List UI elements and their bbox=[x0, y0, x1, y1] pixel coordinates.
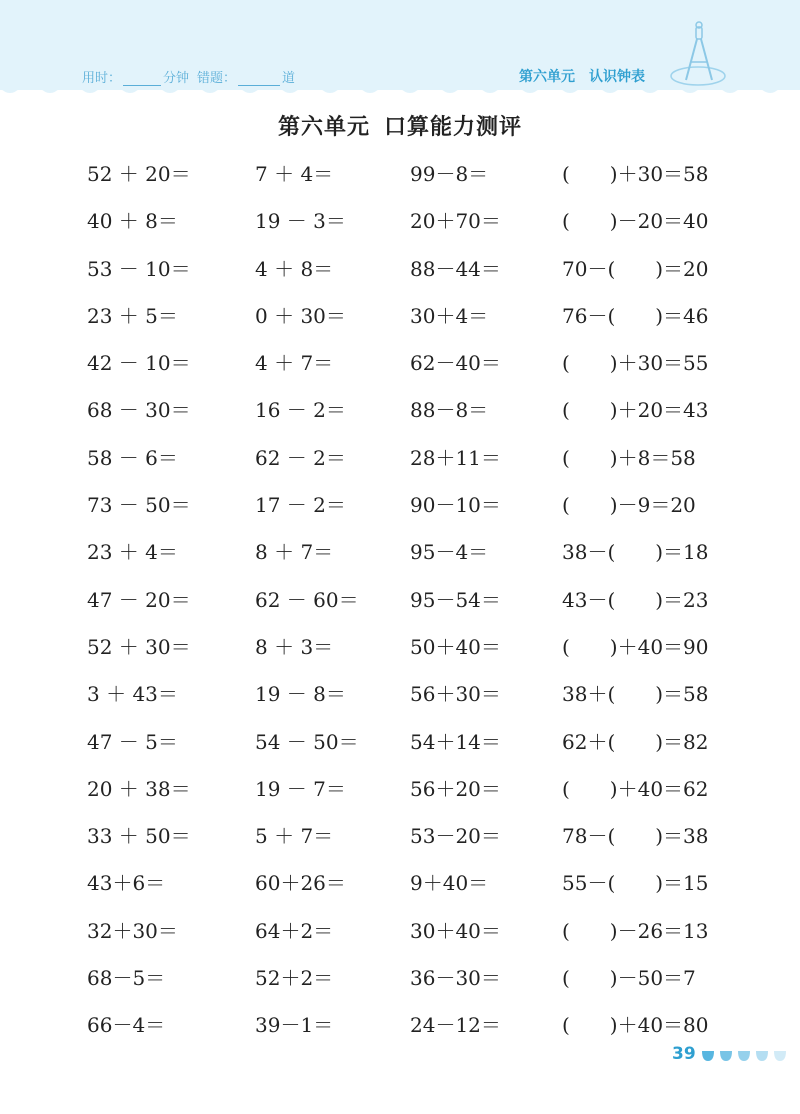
problem-grid bbox=[0, 150, 800, 1049]
problem-item: ( )＋8＝58 bbox=[562, 445, 696, 470]
question-unit-label: 道 bbox=[282, 71, 296, 86]
problem-item: 99－8＝ bbox=[410, 162, 489, 186]
problem-row bbox=[0, 765, 800, 812]
problem-item: ( )＋30＝55 bbox=[562, 351, 709, 376]
problem-item: 88－8＝ bbox=[410, 398, 489, 423]
problem-item: 5 ＋ 7＝ bbox=[255, 824, 334, 849]
problem-row bbox=[0, 718, 800, 765]
problem-item: 4 ＋ 8＝ bbox=[255, 256, 334, 281]
problem-item: 30＋4＝ bbox=[410, 303, 489, 328]
problem-row bbox=[0, 1001, 800, 1048]
problem-item: 17 － 2＝ bbox=[255, 493, 346, 518]
problem-item: 32＋30＝ bbox=[87, 918, 178, 943]
problem-item: 16 － 2＝ bbox=[255, 398, 346, 423]
problem-item: ( )＋20＝43 bbox=[562, 398, 709, 423]
problem-item: ( )－20＝40 bbox=[562, 209, 709, 234]
problem-item: 52 ＋ 20＝ bbox=[87, 162, 191, 186]
problem-item: 24－12＝ bbox=[410, 1013, 501, 1038]
problem-item: 58 － 6＝ bbox=[87, 445, 178, 470]
problem-item: 55－( )＝15 bbox=[562, 871, 709, 896]
problem-item: 90－10＝ bbox=[410, 493, 501, 518]
compass-icon bbox=[668, 18, 728, 90]
problem-item: 0 ＋ 30＝ bbox=[255, 303, 346, 328]
problem-item: 7 ＋ 4＝ bbox=[255, 162, 334, 186]
time-label: 用时： bbox=[82, 71, 122, 86]
errors-blank[interactable] bbox=[238, 71, 280, 86]
problem-row bbox=[0, 859, 800, 906]
problem-item: 52 ＋ 30＝ bbox=[87, 634, 191, 659]
problem-item: 19 － 8＝ bbox=[255, 682, 346, 707]
problem-item: ( )－26＝13 bbox=[562, 918, 709, 943]
problem-item: 62 － 2＝ bbox=[255, 445, 346, 470]
problem-row bbox=[0, 150, 800, 197]
problem-row bbox=[0, 623, 800, 670]
problem-item: 20＋70＝ bbox=[410, 209, 501, 234]
problem-item: 60＋26＝ bbox=[255, 871, 346, 896]
problem-item: 43－( )＝23 bbox=[562, 587, 709, 612]
problem-item: 30＋40＝ bbox=[410, 918, 501, 943]
problem-item: 53－20＝ bbox=[410, 824, 501, 849]
problem-item: 56＋20＝ bbox=[410, 776, 501, 801]
problem-item: ( )－9＝20 bbox=[562, 493, 696, 518]
drop-decoration-icon bbox=[700, 1048, 795, 1064]
unit-label bbox=[519, 66, 645, 86]
problem-item: 78－( )＝38 bbox=[562, 824, 709, 849]
problem-item: 33 ＋ 50＝ bbox=[87, 824, 191, 849]
problem-item: ( )＋40＝90 bbox=[562, 634, 709, 659]
problem-item: 68－5＝ bbox=[87, 966, 166, 991]
problem-item: 66－4＝ bbox=[87, 1013, 166, 1038]
page-number: 39 bbox=[672, 1044, 696, 1064]
time-and-errors-line bbox=[82, 67, 295, 86]
problem-item: 38＋( )＝58 bbox=[562, 682, 709, 707]
problem-row bbox=[0, 434, 800, 481]
problem-item: 42 － 10＝ bbox=[87, 351, 191, 376]
problem-row bbox=[0, 907, 800, 954]
unit-name: 第六单元 bbox=[519, 69, 575, 85]
problem-row bbox=[0, 576, 800, 623]
problem-item: 62－40＝ bbox=[410, 351, 501, 376]
problem-item: ( )＋40＝62 bbox=[562, 776, 709, 801]
problem-row bbox=[0, 339, 800, 386]
problem-item: 62＋( )＝82 bbox=[562, 729, 709, 754]
problem-item: 39－1＝ bbox=[255, 1013, 334, 1038]
problem-item: 52＋2＝ bbox=[255, 966, 334, 991]
problem-row bbox=[0, 386, 800, 433]
problem-item: 68 － 30＝ bbox=[87, 398, 191, 423]
problem-item: 23 ＋ 4＝ bbox=[87, 540, 178, 565]
problem-row bbox=[0, 481, 800, 528]
problem-item: 19 － 3＝ bbox=[255, 209, 346, 234]
problem-item: 19 － 7＝ bbox=[255, 776, 346, 801]
problem-item: 38－( )＝18 bbox=[562, 540, 709, 565]
problem-row bbox=[0, 197, 800, 244]
problem-item: 9＋40＝ bbox=[410, 871, 489, 896]
problem-item: 76－( )＝46 bbox=[562, 303, 709, 328]
problem-item: 47 － 5＝ bbox=[87, 729, 178, 754]
page-title bbox=[0, 110, 800, 141]
problem-item: 36－30＝ bbox=[410, 966, 501, 991]
problem-item: 3 ＋ 43＝ bbox=[87, 682, 178, 707]
problem-item: 50＋40＝ bbox=[410, 634, 501, 659]
problem-item: 62 － 60＝ bbox=[255, 587, 359, 612]
problem-item: 8 ＋ 3＝ bbox=[255, 634, 334, 659]
time-blank[interactable] bbox=[123, 71, 161, 86]
problem-item: 8 ＋ 7＝ bbox=[255, 540, 334, 565]
problem-item: ( )－50＝7 bbox=[562, 966, 696, 991]
problem-item: 28＋11＝ bbox=[410, 445, 501, 470]
problem-item: 53 － 10＝ bbox=[87, 256, 191, 281]
page-title-name: 口算能力测评 bbox=[384, 115, 523, 140]
problem-item: 40 ＋ 8＝ bbox=[87, 209, 178, 234]
problem-item: 95－4＝ bbox=[410, 540, 489, 565]
problem-item: 95－54＝ bbox=[410, 587, 501, 612]
problem-item: 47 － 20＝ bbox=[87, 587, 191, 612]
problem-item: 23 ＋ 5＝ bbox=[87, 303, 178, 328]
problem-item: 73 － 50＝ bbox=[87, 493, 191, 518]
page-title-unit: 第六单元 bbox=[277, 115, 370, 140]
unit-topic: 认识钟表 bbox=[589, 69, 645, 85]
problem-item: ( )＋30＝58 bbox=[562, 162, 709, 186]
problem-item: 54＋14＝ bbox=[410, 729, 501, 754]
problem-item: 88－44＝ bbox=[410, 256, 501, 281]
problem-item: 70－( )＝20 bbox=[562, 256, 709, 281]
problem-item: 4 ＋ 7＝ bbox=[255, 351, 334, 376]
problem-item: 43＋6＝ bbox=[87, 871, 166, 896]
errors-label: 错题： bbox=[197, 71, 237, 86]
problem-row bbox=[0, 954, 800, 1001]
problem-row bbox=[0, 292, 800, 339]
problem-row bbox=[0, 528, 800, 575]
problem-item: 56＋30＝ bbox=[410, 682, 501, 707]
problem-item: ( )＋40＝80 bbox=[562, 1013, 709, 1038]
problem-item: 54 － 50＝ bbox=[255, 729, 359, 754]
minute-label: 分钟 bbox=[163, 71, 190, 86]
problem-row bbox=[0, 670, 800, 717]
problem-item: 20 ＋ 38＝ bbox=[87, 776, 191, 801]
problem-item: 64＋2＝ bbox=[255, 918, 334, 943]
problem-row bbox=[0, 812, 800, 859]
problem-row bbox=[0, 245, 800, 292]
